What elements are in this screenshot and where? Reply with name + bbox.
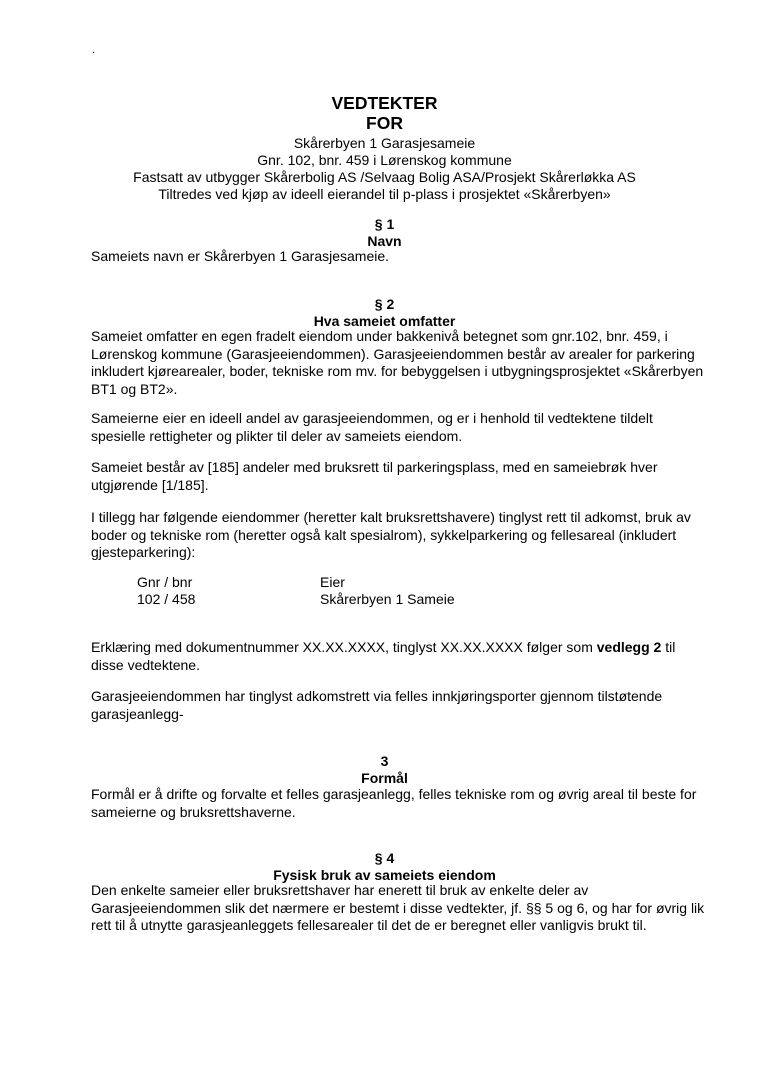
section-3-paragraph: Formål er å drifte og forvalte et felles garasjeanlegg, felles tekniske rom og øvrig areal til beste for sameierne og bruksrettshaverne. xyxy=(91,786,697,820)
table-cell-gnr-bnr: 102 / 458 xyxy=(137,591,196,607)
section-1-paragraph: Sameiets navn er Skårerbyen 1 Garasjesameie. xyxy=(91,248,390,264)
section-2-heading: Hva sameiet omfatter xyxy=(313,313,456,329)
document-title: VEDTEKTER xyxy=(331,93,438,113)
page-mark: . xyxy=(92,44,96,56)
section-2-paragraph-4: I tillegg har følgende eiendommer (heretter kalt bruksrettshavere) tinglyst rett til adkomst, bruk av boder og tekniske rom (heretter også kalt spesialrom), sykkelparkering og fellesareal (inkludert gjesteparkering): xyxy=(91,509,691,560)
section-4-paragraph: Den enkelte sameier eller bruksrettshaver har enerett til bruk av enkelte deler av Garasjeeiendommen slik det nærmere er bestemt i disse vedtekter, jf. §§ 5 og 6, og har for øvrig lik rett til å utnytte garasjeanleggets fellesarealer til det de er beregnet eller vanligvis brukt til. xyxy=(91,882,705,933)
table-header-gnr-bnr: Gnr / bnr xyxy=(137,574,193,590)
section-3-number: 3 xyxy=(380,753,389,769)
subtitle-accession: Tiltredes ved kjøp av ideell eierandel til p-plass i prosjektet «Skårerbyen» xyxy=(158,186,611,202)
section-2-paragraph-1: Sameiet omfatter en egen fradelt eiendom under bakkenivå betegnet som gnr.102, bnr. 459, i Lørenskog kommune (Garasjeeiendommen). Garasjeeiendommen består av arealer for parkering inkludert kjørearealer, boder, tekniske rom mv. for bebyggelsen i utbygningsprosjektet «Skårerbyen BT1 og BT2». xyxy=(91,328,704,397)
paragraph-text-end: til disse vedtektene. xyxy=(91,639,676,673)
subtitle-property: Gnr. 102, bnr. 459 i Lørenskog kommune xyxy=(257,152,512,168)
section-2-paragraph-5 xyxy=(91,639,711,674)
section-1-number: § 1 xyxy=(374,216,395,232)
section-3-heading: Formål xyxy=(361,770,408,786)
attachment-reference: vedlegg 2 xyxy=(596,639,662,655)
section-2-number: § 2 xyxy=(374,296,395,312)
table-header-owner: Eier xyxy=(320,574,345,590)
paragraph-text: Erklæring med dokumentnummer XX.XX.XXXX, tinglyst XX.XX.XXXX følger som xyxy=(91,639,597,655)
section-1-heading: Navn xyxy=(367,233,402,249)
section-2-paragraph-6: Garasjeeiendommen har tinglyst adkomstrett via felles innkjøringsporter gjennom tilstøtende garasjeanlegg- xyxy=(91,688,663,722)
document-title-line2: FOR xyxy=(366,113,403,133)
table-cell-owner: Skårerbyen 1 Sameie xyxy=(320,591,455,607)
subtitle-name: Skårerbyen 1 Garasjesameie xyxy=(293,135,476,151)
section-2-paragraph-3: Sameiet består av [185] andeler med bruksrett til parkeringsplass, med en sameiebrøk hver utgjørende [1/185]. xyxy=(91,459,658,493)
section-4-heading: Fysisk bruk av sameiets eiendom xyxy=(273,867,496,883)
subtitle-developer: Fastsatt av utbygger Skårerbolig AS /Selvaag Bolig ASA/Prosjekt Skårerløkka AS xyxy=(133,169,636,185)
section-4-number: § 4 xyxy=(374,850,395,866)
section-2-paragraph-2: Sameierne eier en ideell andel av garasjeeiendommen, og er i henhold til vedtektene tildelt spesielle rettigheter og plikter til deler av sameiets eiendom. xyxy=(91,410,653,444)
